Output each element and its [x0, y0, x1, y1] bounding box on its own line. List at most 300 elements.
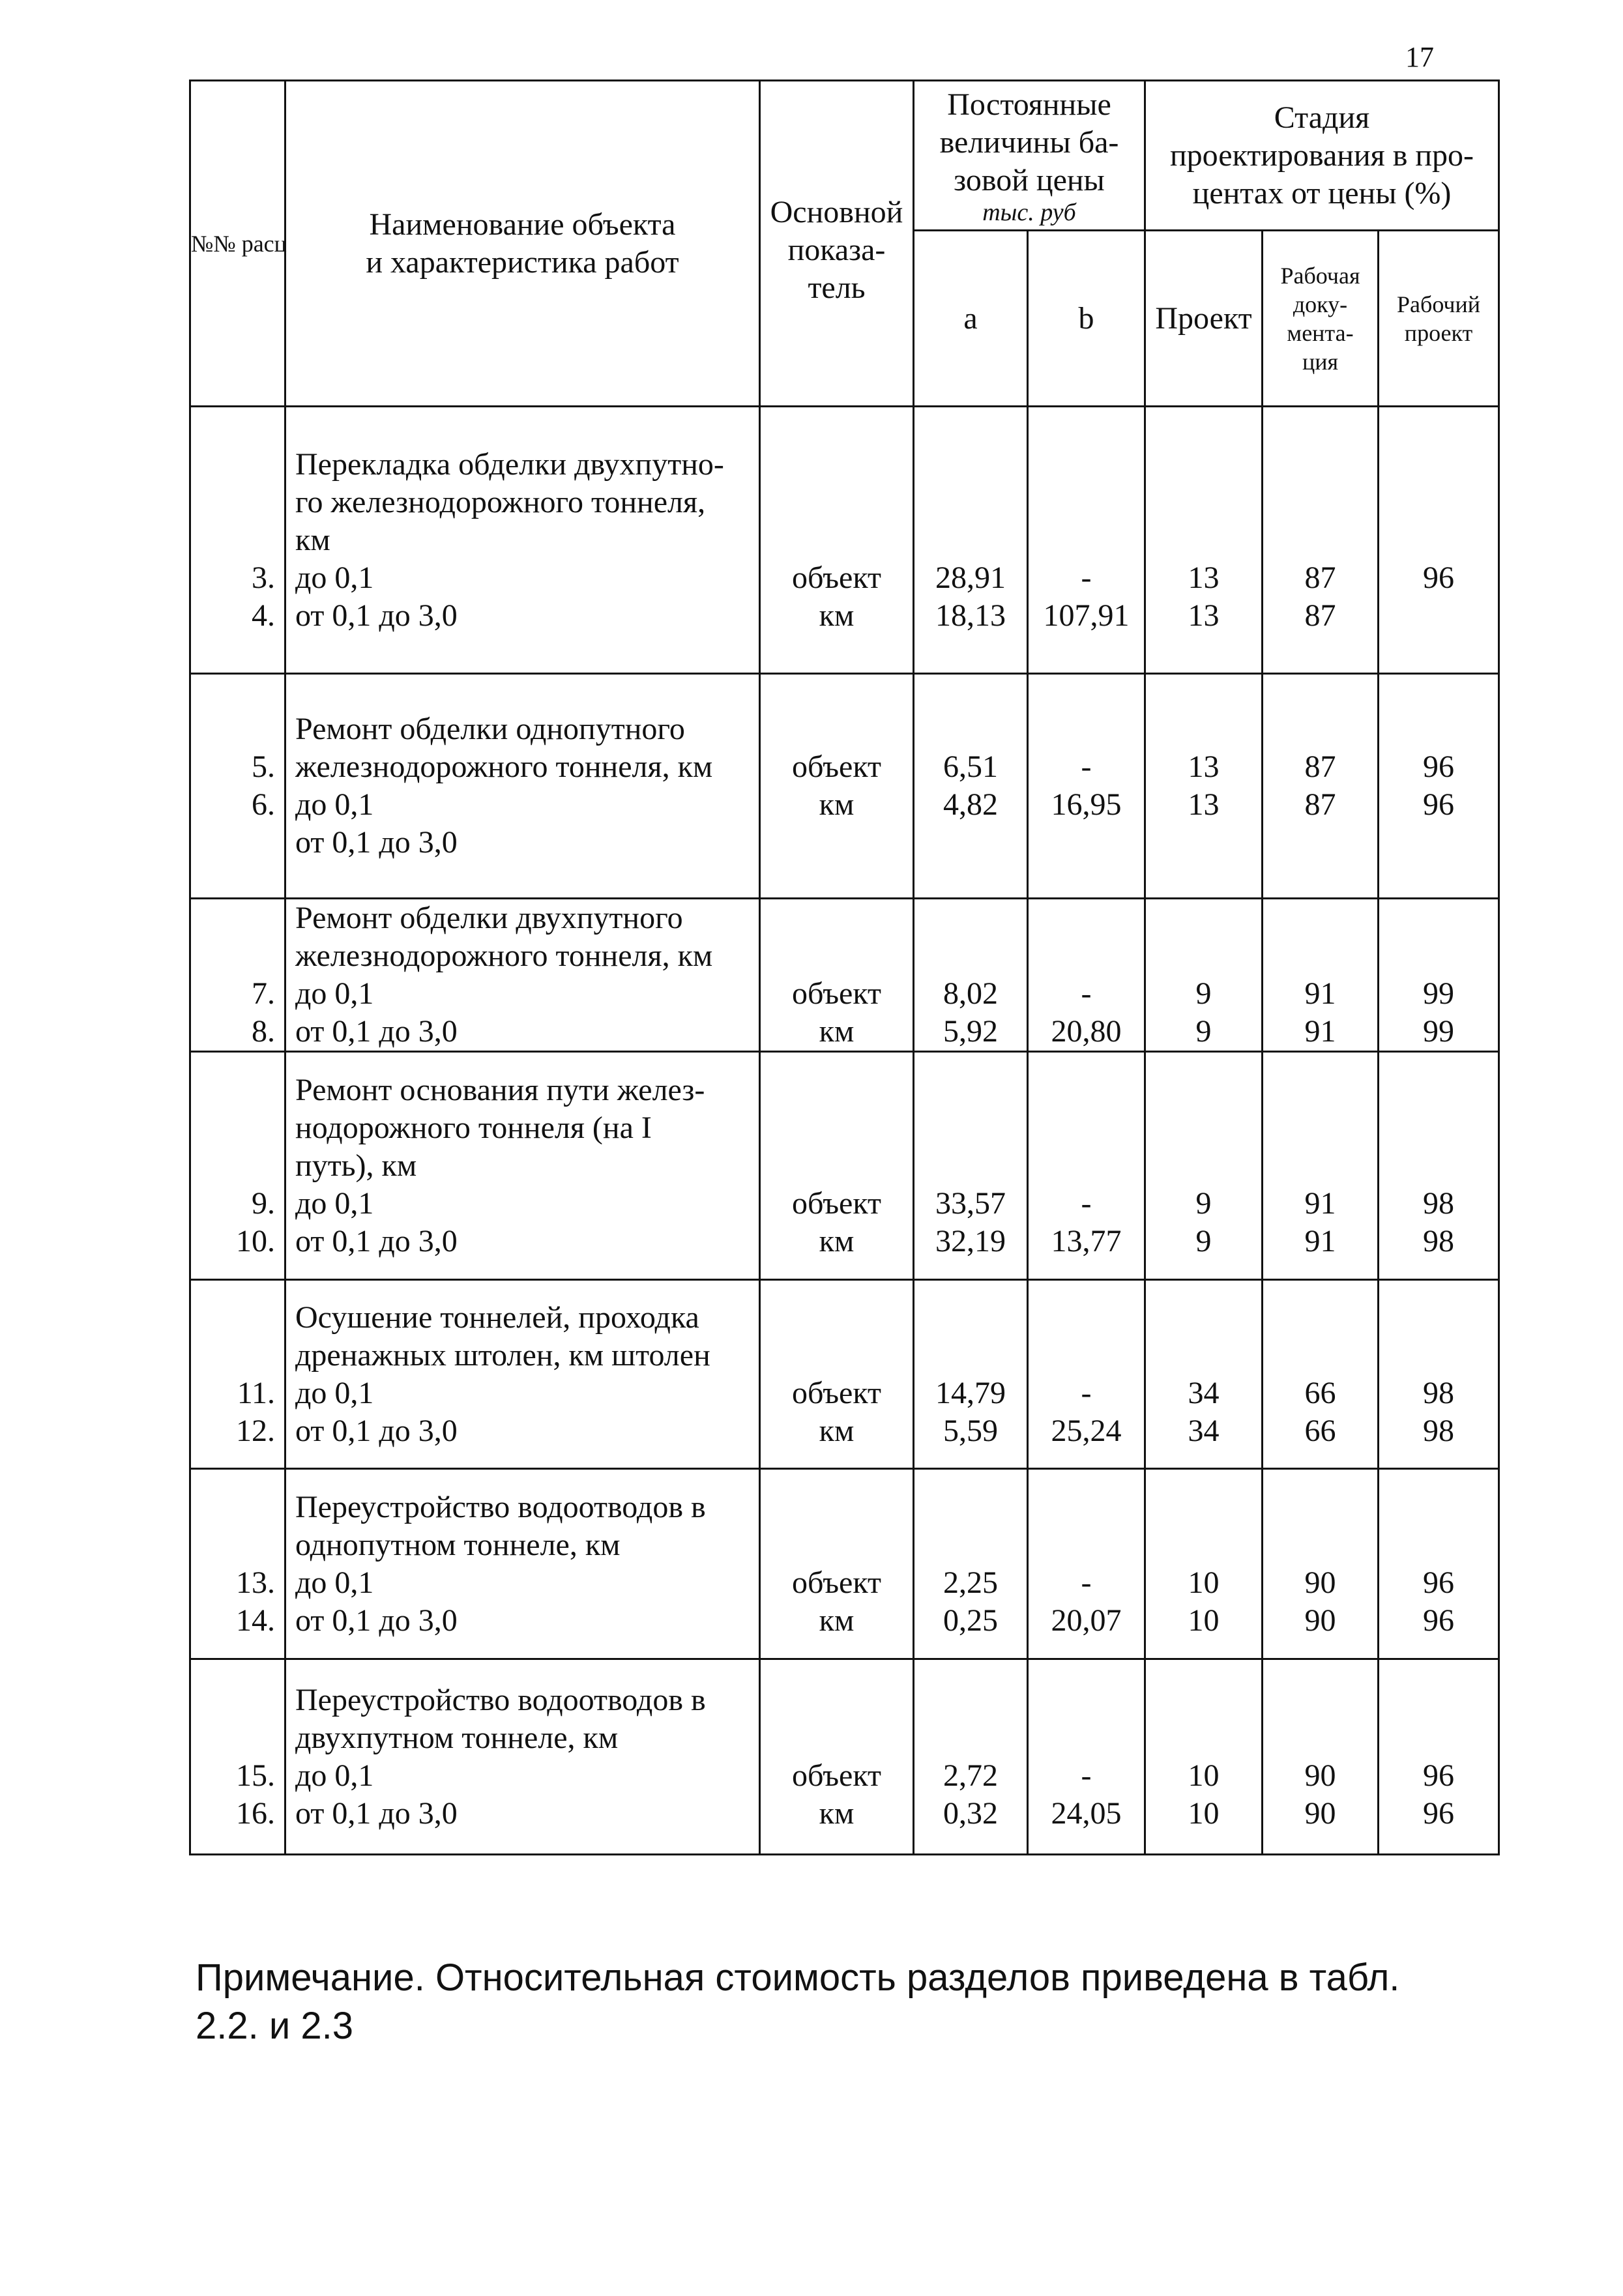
cell-line — [1029, 937, 1144, 975]
cell-line — [191, 1299, 275, 1337]
work-name-cell — [285, 1659, 760, 1855]
cell-line: 24,05 — [1051, 1795, 1122, 1831]
cell-line — [1146, 899, 1261, 937]
cell-line: Ремонт обделки однопутного — [295, 712, 685, 746]
cell-line: 20,07 — [1051, 1603, 1122, 1638]
cell-line: 3. — [252, 560, 275, 595]
cell-line: 34 — [1188, 1375, 1220, 1410]
cell-line — [1263, 1147, 1377, 1185]
cell-line: 6,51 — [943, 749, 998, 784]
cell-line — [914, 1071, 1027, 1109]
work-project-pct-cell — [1379, 1469, 1499, 1659]
cell-line — [191, 1719, 275, 1757]
cell-line — [914, 1719, 1027, 1757]
cell-line: - — [1081, 1565, 1092, 1600]
cell-line — [1029, 710, 1144, 748]
cell-line: 11. — [237, 1375, 275, 1410]
cell-line — [1146, 1147, 1261, 1185]
cell-line — [1379, 899, 1498, 937]
cell-line: объект — [791, 976, 881, 1011]
cell-line — [1379, 1071, 1498, 1109]
cell-line — [1146, 1526, 1261, 1564]
cell-line: 9 — [1195, 1185, 1212, 1221]
cell-line: 0,25 — [943, 1603, 998, 1638]
cell-line — [191, 1337, 275, 1374]
cell-line: 7. — [252, 976, 275, 1011]
cell-line — [1379, 1681, 1498, 1719]
table-row — [190, 899, 1499, 1052]
cell-line — [1029, 1147, 1144, 1185]
cell-line — [914, 521, 1027, 559]
cell-line — [761, 824, 913, 862]
cell-line — [761, 521, 913, 559]
cell-line: объект — [791, 1185, 881, 1221]
value-b-cell — [1028, 899, 1145, 1052]
cell-line — [761, 1109, 913, 1147]
cell-line — [761, 937, 913, 975]
header-a: a — [914, 231, 1028, 407]
table-row — [190, 1659, 1499, 1855]
table-row — [190, 674, 1499, 899]
cell-line — [1029, 1071, 1144, 1109]
work-name-cell — [285, 674, 760, 899]
header-name: Наименование объекта и характеристика работ — [285, 81, 760, 407]
cell-line — [1146, 521, 1261, 559]
cell-line — [1379, 1109, 1498, 1147]
cell-line — [1263, 484, 1377, 521]
cell-line: 13 — [1188, 560, 1220, 595]
cell-line: 33,57 — [935, 1185, 1006, 1221]
cell-line: железнодорожного тоннеля, км — [295, 938, 713, 973]
cell-line — [914, 446, 1027, 484]
cell-line: - — [1081, 1185, 1092, 1221]
cell-line: го железнодорожного тоннеля, — [295, 484, 706, 519]
cell-line: 9. — [252, 1185, 275, 1221]
cell-line: 99 — [1423, 1014, 1455, 1049]
cell-line: 2,25 — [943, 1565, 998, 1600]
value-a-cell — [914, 1659, 1028, 1855]
cell-line — [1029, 1719, 1144, 1757]
cell-line: до 0,1 — [295, 1565, 374, 1600]
value-b-cell — [1028, 1280, 1145, 1469]
project-pct-cell — [1145, 1280, 1263, 1469]
cell-line — [761, 899, 913, 937]
cell-line: 90 — [1304, 1603, 1336, 1638]
work-project-pct-cell — [1379, 1659, 1499, 1855]
cell-line: Перекладка обделки двухпутно- — [295, 446, 724, 482]
work-name-cell — [285, 1280, 760, 1469]
cell-line: - — [1081, 976, 1092, 1011]
cell-line: 96 — [1423, 787, 1455, 822]
indicator-cell — [760, 1659, 914, 1855]
cell-line — [1263, 1526, 1377, 1564]
cell-line — [1029, 1109, 1144, 1147]
cell-line — [1263, 710, 1377, 748]
cell-line — [191, 1489, 275, 1526]
cell-line: км — [819, 1795, 855, 1831]
cell-line — [1379, 484, 1498, 521]
cell-line: объект — [791, 749, 881, 784]
cell-line — [914, 710, 1027, 748]
cell-line: - — [1081, 1758, 1092, 1793]
value-a-cell — [914, 1280, 1028, 1469]
cell-line — [1029, 824, 1144, 862]
cell-line: 5,92 — [943, 1014, 998, 1049]
cell-line: от 0,1 до 3,0 — [295, 598, 458, 633]
cell-line — [761, 1719, 913, 1757]
cell-line: 32,19 — [935, 1223, 1006, 1258]
cell-line: 13 — [1188, 749, 1220, 784]
value-a-cell — [914, 899, 1028, 1052]
row-number-cell — [190, 1659, 285, 1855]
cell-line — [191, 824, 275, 862]
indicator-cell — [760, 407, 914, 674]
cell-line: до 0,1 — [295, 560, 374, 595]
cell-line: 10. — [236, 1223, 275, 1258]
cell-line: 6. — [252, 787, 275, 822]
cell-line: 9 — [1195, 976, 1212, 1011]
cell-line: Осушение тоннелей, проходка — [295, 1300, 699, 1335]
cell-line: объект — [791, 560, 881, 595]
cell-line — [1146, 1071, 1261, 1109]
cell-line: от 0,1 до 3,0 — [295, 1795, 458, 1831]
header-project: Проект — [1145, 231, 1263, 407]
work-project-pct-cell — [1379, 1280, 1499, 1469]
indicator-cell — [760, 1052, 914, 1280]
row-number-cell — [190, 899, 285, 1052]
cell-line — [1379, 1526, 1498, 1564]
base-price-unit: тыс. руб — [982, 198, 1076, 226]
cell-line: 5. — [252, 749, 275, 784]
cell-line: 10 — [1188, 1795, 1220, 1831]
cell-line: 2,72 — [943, 1758, 998, 1793]
cell-line: 13 — [1188, 598, 1220, 633]
cell-line — [914, 484, 1027, 521]
cell-line: 14. — [236, 1603, 275, 1638]
cell-line — [914, 1489, 1027, 1526]
cell-line — [1263, 824, 1377, 862]
cell-line — [1379, 824, 1498, 862]
project-pct-cell — [1145, 674, 1263, 899]
cell-line: - — [1081, 1375, 1092, 1410]
cell-line — [761, 446, 913, 484]
cell-line: 98 — [1423, 1185, 1455, 1221]
project-pct-cell — [1145, 407, 1263, 674]
project-pct-cell — [1145, 1659, 1263, 1855]
work-project-pct-cell — [1379, 899, 1499, 1052]
table-row — [190, 1052, 1499, 1280]
cell-line — [1146, 937, 1261, 975]
cell-line — [1379, 1719, 1498, 1757]
cell-line — [191, 1681, 275, 1719]
cell-line: объект — [791, 1375, 881, 1410]
cell-line — [1263, 1109, 1377, 1147]
cell-line — [914, 937, 1027, 975]
value-a-cell — [914, 407, 1028, 674]
cell-line — [1379, 1147, 1498, 1185]
cell-line — [191, 1526, 275, 1564]
cell-line: 8. — [252, 1014, 275, 1049]
cell-line: до 0,1 — [295, 1185, 374, 1221]
cell-line: 91 — [1304, 1223, 1336, 1258]
table-row — [190, 1469, 1499, 1659]
table-row — [190, 407, 1499, 674]
cell-line: 91 — [1304, 976, 1336, 1011]
cell-line — [191, 446, 275, 484]
cell-line — [761, 1489, 913, 1526]
header-num: №№ расц — [190, 81, 285, 407]
work-name-cell — [285, 407, 760, 674]
cell-line: 28,91 — [935, 560, 1006, 595]
cell-line — [1263, 1489, 1377, 1526]
cell-line: 13,77 — [1051, 1223, 1122, 1258]
cell-line: км — [819, 787, 855, 822]
cell-line: 18,13 — [935, 598, 1006, 633]
value-b-cell — [1028, 674, 1145, 899]
value-b-cell — [1028, 407, 1145, 674]
cell-line — [1146, 1681, 1261, 1719]
cell-line — [1146, 824, 1261, 862]
cell-line: 98 — [1423, 1375, 1455, 1410]
cell-line — [1263, 1719, 1377, 1757]
cell-line: 98 — [1423, 1413, 1455, 1448]
footnote: Примечание. Относительная стоимость разделов приведена в табл. 2.2. и 2.3 — [196, 1956, 1400, 2047]
cell-line: 14,79 — [935, 1375, 1006, 1410]
cell-line — [1379, 597, 1498, 635]
indicator-cell — [760, 674, 914, 899]
cell-line: 5,59 — [943, 1413, 998, 1448]
cell-line — [1029, 1526, 1144, 1564]
cell-line: 87 — [1304, 560, 1336, 595]
work-name-cell — [285, 1052, 760, 1280]
cell-line — [191, 484, 275, 521]
cell-line: 87 — [1304, 749, 1336, 784]
value-b-cell — [1028, 1052, 1145, 1280]
cell-line: 25,24 — [1051, 1413, 1122, 1448]
cell-line — [191, 937, 275, 975]
cell-line — [1263, 1337, 1377, 1374]
cell-line: 15. — [236, 1758, 275, 1793]
cell-line: объект — [791, 1758, 881, 1793]
work-doc-pct-cell — [1263, 1052, 1379, 1280]
cell-line: Переустройство водоотводов в — [295, 1682, 706, 1717]
cell-line — [191, 899, 275, 937]
cell-line: Переустройство водоотводов в — [295, 1489, 706, 1524]
cell-line: 10 — [1188, 1603, 1220, 1638]
cell-line — [1263, 899, 1377, 937]
cell-line: Ремонт основания пути желез- — [295, 1072, 705, 1107]
work-project-pct-cell — [1379, 674, 1499, 899]
cell-line: 16,95 — [1051, 787, 1122, 822]
cell-line: 66 — [1304, 1375, 1336, 1410]
cell-line — [1379, 937, 1498, 975]
row-number-cell — [190, 407, 285, 674]
cell-line — [1263, 1681, 1377, 1719]
cell-line: 90 — [1304, 1795, 1336, 1831]
cell-line: км — [819, 1223, 855, 1258]
cell-line: двухпутном тоннеле, км — [295, 1720, 619, 1755]
cell-line: - — [1081, 560, 1092, 595]
cell-line — [191, 710, 275, 748]
cell-line: от 0,1 до 3,0 — [295, 825, 458, 860]
cell-line: до 0,1 — [295, 787, 374, 822]
cell-line: 96 — [1423, 1565, 1455, 1600]
cell-line — [1263, 937, 1377, 975]
work-doc-pct-cell — [1263, 899, 1379, 1052]
work-name-cell — [285, 899, 760, 1052]
cell-line — [1029, 446, 1144, 484]
cell-line — [761, 710, 913, 748]
header-b: b — [1028, 231, 1145, 407]
cell-line — [761, 1681, 913, 1719]
cell-line — [914, 1109, 1027, 1147]
cell-line — [1379, 1337, 1498, 1374]
table-row — [190, 1280, 1499, 1469]
cell-line: 99 — [1423, 976, 1455, 1011]
cell-line: однопутном тоннеле, км — [295, 1527, 621, 1562]
project-pct-cell — [1145, 899, 1263, 1052]
cell-line: 87 — [1304, 787, 1336, 822]
header-work-project: Рабочий проект — [1379, 231, 1499, 407]
cell-line: 16. — [236, 1795, 275, 1831]
cell-line: 96 — [1423, 1758, 1455, 1793]
cell-line — [914, 1299, 1027, 1337]
work-project-pct-cell — [1379, 1052, 1499, 1280]
cell-line — [1263, 1071, 1377, 1109]
cell-line: до 0,1 — [295, 1758, 374, 1793]
indicator-cell — [760, 1280, 914, 1469]
cell-line — [1029, 1299, 1144, 1337]
cell-line — [1379, 1489, 1498, 1526]
cell-line: 90 — [1304, 1565, 1336, 1600]
cell-line: 96 — [1423, 1795, 1455, 1831]
cell-line — [914, 1681, 1027, 1719]
cell-line — [761, 1337, 913, 1374]
row-number-cell — [190, 1469, 285, 1659]
cell-line — [1146, 1109, 1261, 1147]
work-doc-pct-cell — [1263, 674, 1379, 899]
table-body — [190, 407, 1499, 1855]
cell-line: км — [295, 522, 330, 557]
cell-line — [1146, 446, 1261, 484]
cell-line — [1029, 1489, 1144, 1526]
cell-line: от 0,1 до 3,0 — [295, 1014, 458, 1049]
cell-line — [1146, 484, 1261, 521]
work-project-pct-cell — [1379, 407, 1499, 674]
cell-line — [1379, 710, 1498, 748]
cell-line — [914, 1147, 1027, 1185]
cell-line — [1379, 446, 1498, 484]
work-doc-pct-cell — [1263, 1469, 1379, 1659]
cell-line: 10 — [1188, 1758, 1220, 1793]
cell-line: 9 — [1195, 1014, 1212, 1049]
row-number-cell — [190, 1280, 285, 1469]
cell-line: 91 — [1304, 1014, 1336, 1049]
cell-line — [761, 1147, 913, 1185]
cell-line — [1146, 710, 1261, 748]
value-a-cell — [914, 674, 1028, 899]
cell-line: 96 — [1423, 749, 1455, 784]
cell-line: 96 — [1423, 560, 1455, 595]
cell-line — [1379, 1299, 1498, 1337]
cell-line: нодорожного тоннеля (на I — [295, 1110, 652, 1145]
cell-line: 98 — [1423, 1223, 1455, 1258]
cell-line — [191, 1109, 275, 1147]
cell-line: от 0,1 до 3,0 — [295, 1223, 458, 1258]
indicator-cell — [760, 899, 914, 1052]
work-doc-pct-cell — [1263, 407, 1379, 674]
project-pct-cell — [1145, 1469, 1263, 1659]
cell-line: км — [819, 598, 855, 633]
cell-line: железнодорожного тоннеля, км — [295, 749, 713, 784]
cell-line: км — [819, 1014, 855, 1049]
cell-line — [761, 1299, 913, 1337]
row-number-cell — [190, 1052, 285, 1280]
cell-line: 66 — [1304, 1413, 1336, 1448]
cell-line — [1146, 1337, 1261, 1374]
work-doc-pct-cell — [1263, 1280, 1379, 1469]
value-b-cell — [1028, 1659, 1145, 1855]
header-stage: Стадия проектирования в про- центах от цены (%) — [1145, 81, 1499, 231]
cell-line — [761, 1071, 913, 1109]
cell-line: 91 — [1304, 1185, 1336, 1221]
cell-line — [1029, 899, 1144, 937]
work-doc-pct-cell — [1263, 1659, 1379, 1855]
indicator-cell — [760, 1469, 914, 1659]
cell-line — [1263, 446, 1377, 484]
cell-line — [1146, 1489, 1261, 1526]
cell-line: 4,82 — [943, 787, 998, 822]
cell-line: 13. — [236, 1565, 275, 1600]
cell-line: 107,91 — [1043, 598, 1130, 633]
page-number: 17 — [1405, 41, 1434, 73]
cell-line: 9 — [1195, 1223, 1212, 1258]
cell-line — [1146, 1299, 1261, 1337]
cell-line — [1146, 1719, 1261, 1757]
cell-line: 13 — [1188, 787, 1220, 822]
cell-line — [1029, 521, 1144, 559]
cell-line: 0,32 — [943, 1795, 998, 1831]
cell-line: Ремонт обделки двухпутного — [295, 901, 683, 935]
cell-line: 20,80 — [1051, 1014, 1122, 1049]
cell-line: 12. — [236, 1413, 275, 1448]
cell-line — [761, 1526, 913, 1564]
cell-line: объект — [791, 1565, 881, 1600]
project-pct-cell — [1145, 1052, 1263, 1280]
cell-line — [191, 1071, 275, 1109]
cell-line: 96 — [1423, 1603, 1455, 1638]
cell-line — [914, 824, 1027, 862]
cell-line: от 0,1 до 3,0 — [295, 1603, 458, 1638]
cell-line: до 0,1 — [295, 976, 374, 1011]
row-number-cell — [190, 674, 285, 899]
cell-line: 10 — [1188, 1565, 1220, 1600]
cell-line: дренажных штолен, км штолен — [295, 1337, 710, 1373]
cell-line: путь), км — [295, 1148, 417, 1183]
header-work-doc: Рабочая доку- мента- ция — [1263, 231, 1379, 407]
value-a-cell — [914, 1052, 1028, 1280]
cell-line — [914, 899, 1027, 937]
cell-line: 34 — [1188, 1413, 1220, 1448]
pricing-table — [189, 80, 1500, 1855]
cell-line — [761, 484, 913, 521]
cell-line — [191, 1147, 275, 1185]
header-indicator: Основной показа- тель — [760, 81, 914, 407]
cell-line: 8,02 — [943, 976, 998, 1011]
cell-line: км — [819, 1413, 855, 1448]
cell-line — [191, 521, 275, 559]
work-name-cell — [285, 1469, 760, 1659]
